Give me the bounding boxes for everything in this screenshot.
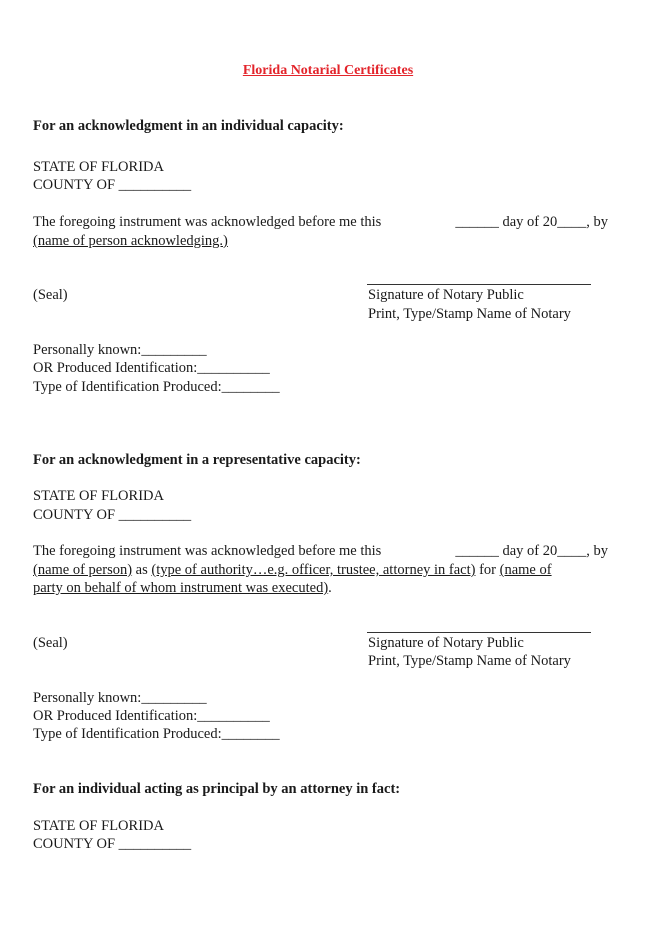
acknowledgment-text: The foregoing instrument was acknowledged before me this — [33, 543, 382, 559]
personally-known-field: Personally known:_________ — [33, 690, 207, 706]
representative-line — [33, 561, 552, 579]
state-label: STATE OF FLORIDA — [33, 818, 164, 834]
state-label: STATE OF FLORIDA — [33, 488, 164, 504]
connector-text: for — [475, 562, 500, 578]
section-heading-attorney: For an individual acting as principal by an attorney in fact: — [33, 781, 401, 797]
signature-label: Signature of Notary Public — [368, 287, 524, 303]
produced-identification-field: OR Produced Identification:__________ — [33, 708, 270, 724]
party-line — [33, 579, 332, 597]
section-heading-representative: For an acknowledgment in a representative capacity: — [33, 452, 361, 468]
date-blank-text: ______ day of 20____, by — [455, 543, 608, 559]
print-name-label: Print, Type/Stamp Name of Notary — [368, 306, 571, 322]
personally-known-field: Personally known:_________ — [33, 342, 207, 358]
signature-line — [367, 284, 591, 285]
seal-label: (Seal) — [33, 635, 68, 651]
produced-identification-field: OR Produced Identification:__________ — [33, 360, 270, 376]
county-label: COUNTY OF __________ — [33, 177, 192, 193]
print-name-label: Print, Type/Stamp Name of Notary — [368, 653, 571, 669]
connector-text: as — [132, 562, 152, 578]
signature-label: Signature of Notary Public — [368, 635, 524, 651]
period-text: . — [328, 580, 332, 596]
name-placeholder: (name of person) — [33, 562, 133, 578]
state-label: STATE OF FLORIDA — [33, 159, 164, 175]
county-label: COUNTY OF __________ — [33, 507, 192, 523]
signature-line — [367, 632, 591, 633]
identification-type-field: Type of Identification Produced:________ — [33, 726, 280, 742]
name-placeholder: (name of person acknowledging.) — [33, 233, 228, 249]
acknowledgment-text-line — [33, 542, 608, 560]
acknowledgment-text: The foregoing instrument was acknowledged before me this — [33, 214, 382, 230]
document-title: Florida Notarial Certificates — [242, 63, 414, 78]
authority-placeholder: (type of authority…e.g. officer, trustee, attorney in fact) — [151, 562, 476, 578]
acknowledgment-text-line — [33, 213, 608, 231]
party-placeholder-cont: party on behalf of whom instrument was executed) — [33, 580, 329, 596]
county-label: COUNTY OF __________ — [33, 836, 192, 852]
identification-type-field: Type of Identification Produced:________ — [33, 379, 280, 395]
section-heading-individual: For an acknowledgment in an individual capacity: — [33, 118, 344, 134]
party-placeholder: (name of — [499, 562, 552, 578]
date-blank-text: ______ day of 20____, by — [455, 214, 608, 230]
seal-label: (Seal) — [33, 287, 68, 303]
